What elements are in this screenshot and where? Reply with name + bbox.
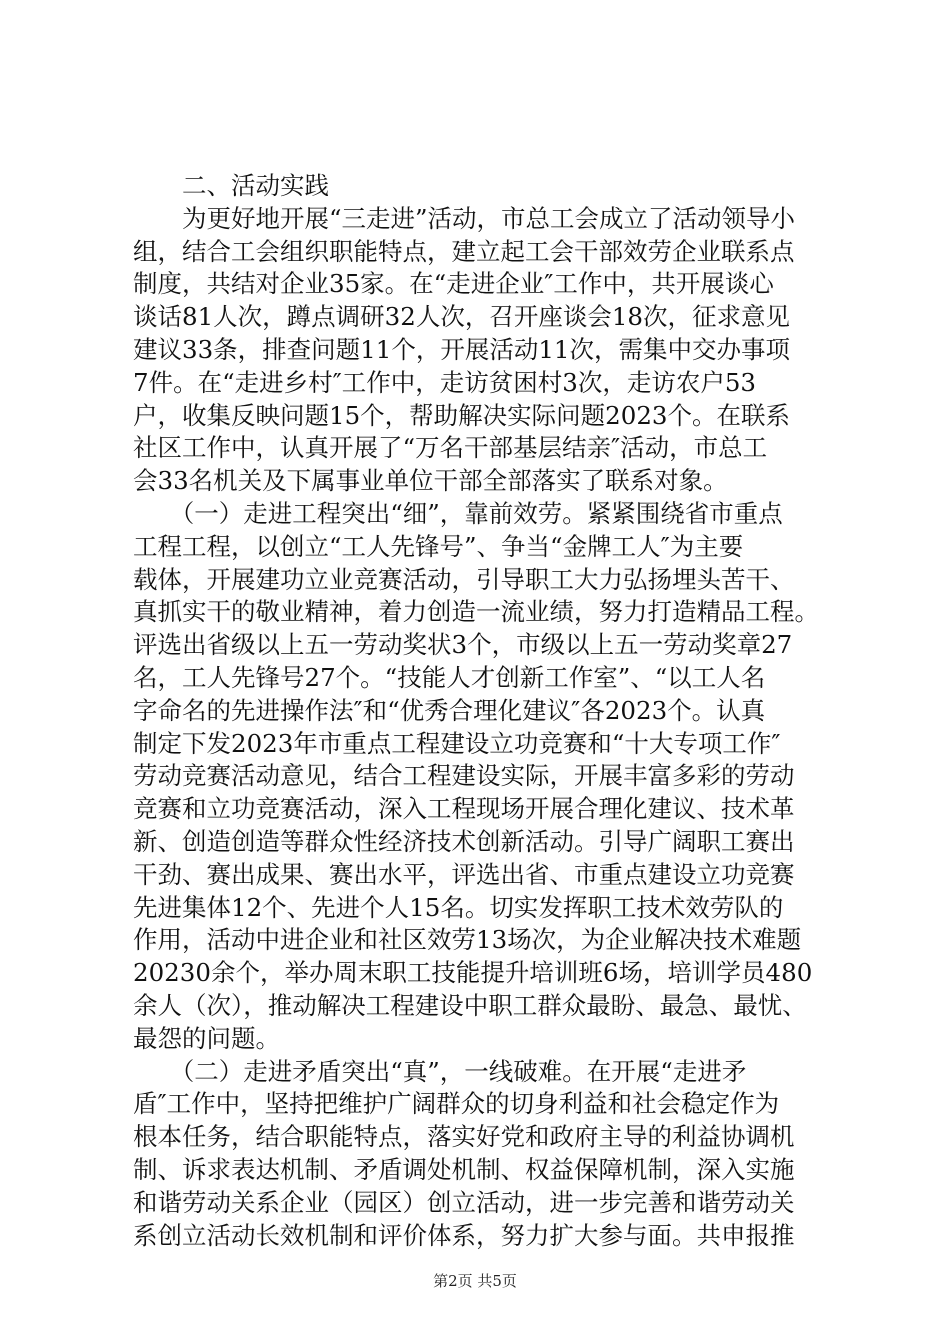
text-line: 最怨的问题。 <box>133 1023 280 1053</box>
text-line: 7件。在“走进乡村″工作中，走访贫困村3次，走访农户53 <box>133 367 757 397</box>
text-line: 20230余个，举办周末职工技能提升培训班6场，培训学员480 <box>133 958 813 988</box>
text-line: （一）走进工程突出“细”，靠前效劳。紧紧围绕省市重点 <box>133 498 783 528</box>
text-line: 干劲、赛出成果、赛出水平，评选出省、市重点建设立功竞赛 <box>133 859 795 889</box>
text-line: 先进集体12个、先进个人15名。切实发挥职工技术效劳队的 <box>133 892 784 922</box>
text-line: 新、创造创造等群众性经济技术创新活动。引导广阔职工赛出 <box>133 826 795 856</box>
text-line: 评选出省级以上五一劳动奖状3个，市级以上五一劳动奖章27 <box>133 630 793 660</box>
text-line: 劳动竞赛活动意见，结合工程建设实际，开展丰富多彩的劳动 <box>133 761 795 791</box>
page-number: 第2页 共5页 <box>433 1272 517 1290</box>
text-line: （二）走进矛盾突出“真”，一线破难。在开展“走进矛 <box>133 1056 747 1086</box>
text-line: 竞赛和立功竞赛活动，深入工程现场开展合理化建议、技术革 <box>133 794 795 824</box>
document-body <box>133 170 833 1252</box>
text-line: 为更好地开展“三走进”活动，市总工会成立了活动领导小 <box>133 203 796 233</box>
text-line: 根本任务，结合职能特点，落实好党和政府主导的利益协调机 <box>133 1122 795 1152</box>
text-line: 制、诉求表达机制、矛盾调处机制、权益保障机制，深入实施 <box>133 1154 795 1184</box>
text-line: 盾″工作中，坚持把维护广阔群众的切身利益和社会稳定作为 <box>133 1089 780 1119</box>
text-line: 制定下发2023年市重点工程建设立功竞赛和“十大专项工作″ <box>133 728 781 758</box>
text-line: 名，工人先锋号27个。“技能人才创新工作室”、“以工人名 <box>133 662 766 692</box>
text-line: 系创立活动长效机制和评价体系，努力扩大参与面。共申报推 <box>133 1220 795 1250</box>
text-line: 户，收集反映问题15个，帮助解决实际问题2023个。在联系 <box>133 400 791 430</box>
page-footer <box>0 1270 950 1292</box>
text-line: 工程工程，以创立“工人先锋号”、争当“金牌工人″为主要 <box>133 531 744 561</box>
text-line: 建议33条，排查问题11个，开展活动11次，需集中交办事项 <box>133 334 791 364</box>
text-line: 真抓实干的敬业精神，着力创造一流业绩，努力打造精品工程。 <box>133 597 819 627</box>
text-line: 谈话81人次，蹲点调研32人次，召开座谈会18次，征求意见 <box>133 302 791 332</box>
text-line: 制度，共结对企业35家。在“走进企业″工作中，共开展谈心 <box>133 269 774 299</box>
text-line: 余人（次），推动解决工程建设中职工群众最盼、最急、最忧、 <box>133 990 807 1020</box>
text-line: 载体，开展建功立业竞赛活动，引导职工大力弘扬埋头苦干、 <box>133 564 795 594</box>
text-line: 和谐劳动关系企业（园区）创立活动，进一步完善和谐劳动关 <box>133 1187 795 1217</box>
text-line: 会33名机关及下属事业单位干部全部落实了联系对象。 <box>133 466 728 496</box>
text-line: 二、活动实践 <box>133 171 329 200</box>
text-line: 组，结合工会组织职能特点，建立起工会干部效劳企业联系点 <box>133 236 795 266</box>
text-line: 字命名的先进操作法″和“优秀合理化建议″各2023个。认真 <box>133 695 766 725</box>
text-line: 作用，活动中进企业和社区效劳13场次，为企业解决技术难题 <box>133 925 802 955</box>
text-line: 社区工作中，认真开展了“万名干部基层结亲″活动，市总工 <box>133 433 768 463</box>
